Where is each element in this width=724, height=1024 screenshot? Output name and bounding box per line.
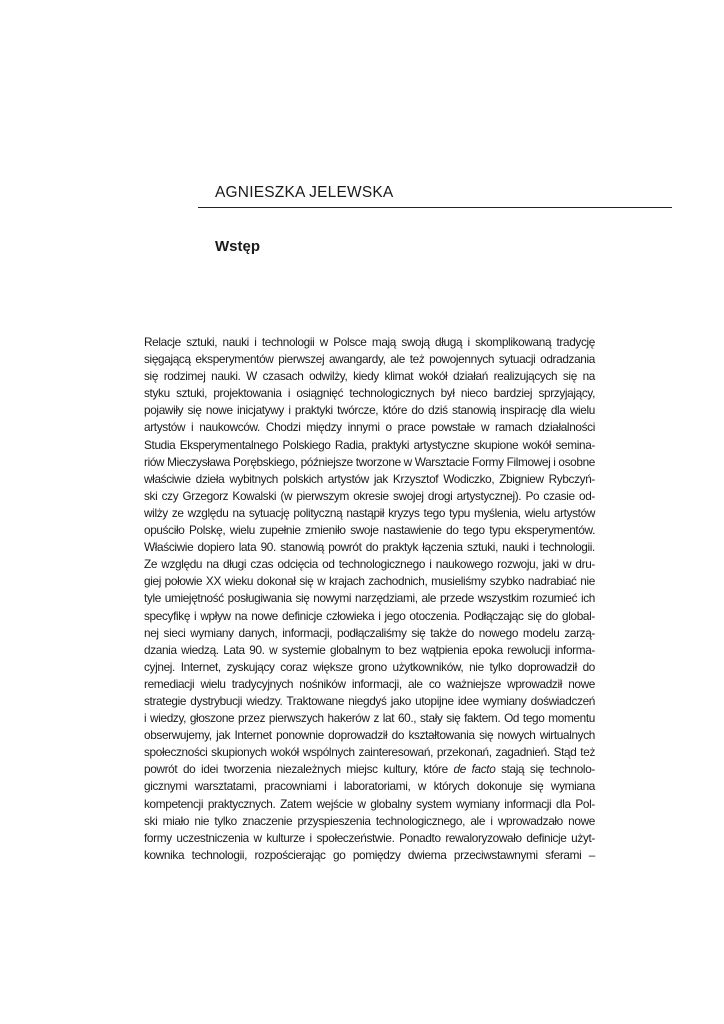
section-title: Wstęp bbox=[215, 238, 260, 255]
text-line: Ze względu na długi czas odcięcia od technologicznego i naukowego rozwoju, jaki w dru- bbox=[144, 557, 595, 572]
text-line: się rodzimej nauki. W czasach odwilży, kiedy klimat wokół działań realizujących się na bbox=[144, 369, 595, 384]
text-line: riów Mieczysława Porębskiego, późniejsze tworzone w Warsztacie Formy Filmowej i osobne bbox=[144, 454, 595, 469]
text-line: społeczności skupionych wokół wspólnych zainteresowań, przekonań, zagadnień. Stąd też bbox=[144, 745, 595, 760]
text-segment: powrót do idei tworzenia niezależnych miejsc kultury, które bbox=[144, 762, 454, 777]
text-line: cyjnej. Internet, zyskujący coraz większe grono użytkowników, nie tylko doprowadził do bbox=[144, 659, 595, 674]
text-line: styku sztuki, projektowania i osiągnięć technologicznych był nieco bardziej sprzyjający, bbox=[144, 386, 595, 401]
body-text bbox=[144, 334, 595, 864]
text-line: giej połowie XX wieku dokonał się w krajach zachodnich, musieliśmy szybko nadrabiać nie bbox=[144, 574, 595, 589]
author-name: AGNIESZKA JELEWSKA bbox=[215, 184, 394, 201]
text-line: specyfikę i wpływ na nowe definicje człowieka i jego otoczenia. Podłączając się do global- bbox=[144, 608, 595, 623]
text-line: właściwie dzieła wybitnych polskich artystów jak Krzysztof Wodiczko, Zbigniew Rybczyń- bbox=[144, 471, 595, 486]
text-line: pojawiły się nowe inicjatywy i praktyki twórcze, które do dziś stanowią inspirację dla wielu bbox=[144, 403, 595, 418]
text-line: kownika technologii, rozpościerając go pomiędzy dwiema przeciwstawnymi sferami – bbox=[144, 847, 595, 862]
italic-term: de facto bbox=[453, 762, 496, 777]
text-line: Relacje sztuki, nauki i technologii w Polsce mają swoją długą i skomplikowaną tradycję bbox=[144, 335, 595, 349]
text-line: formy uczestniczenia w kulturze i społeczeństwie. Ponadto rewaloryzowało definicje użyt- bbox=[144, 830, 595, 845]
text-line: Studia Eksperymentalnego Polskiego Radia, praktyki artystyczne skupione wokół semina- bbox=[144, 437, 595, 452]
text-line: remediacji wielu tradycyjnych nośników informacji, ale co ważniejsze wprowadził nowe bbox=[144, 676, 595, 691]
text-line: sięgającą eksperymentów pierwszej awangardy, ale też powojennych sytuacji odradzania bbox=[144, 352, 595, 367]
text-line: ski miało nie tylko znaczenie przyspieszenia technologicznego, ale i wprowadzało nowe bbox=[144, 813, 595, 828]
text-line: strategie dystrybucji wiedzy. Traktowane niegdyś jako utopijne idee wymiany doświadczeń bbox=[144, 693, 595, 708]
text-line: dzania wiedzą. Lata 90. w systemie globalnym to bez wątpienia epoka rewolucji informa- bbox=[144, 642, 595, 657]
text-line: wilży ze względu na sytuację polityczną nastąpił kryzys tego typu myślenia, wielu artystów bbox=[144, 505, 595, 520]
text-line: i wiedzy, głoszone przez pierwszych hakerów z lat 60., stały się faktem. Od tego momentu bbox=[144, 711, 595, 726]
text-line: nej sieci wymiany danych, informacji, podłączaliśmy się także do nowego modelu zarzą- bbox=[144, 625, 595, 640]
text-line: Właściwie dopiero lata 90. stanowią powrót do praktyk łączenia sztuki, nauki i technologii. bbox=[144, 540, 595, 555]
text-line: artystów i naukowców. Chodzi między innymi o prace powstałe w ramach działalności bbox=[144, 420, 595, 435]
text-segment: stają się technolo- bbox=[495, 762, 595, 777]
text-line: ski czy Grzegorz Kowalski (w pierwszym okresie swojej drogi artystycznej). Po czasie od- bbox=[144, 488, 595, 503]
text-line: obserwujemy, jak Internet ponownie doprowadził do kształtowania się nowych wirtualnych bbox=[144, 728, 595, 743]
text-line: opuściło Polskę, wielu zupełnie zmieniło swoje nastawienie do tego typu eksperymentów. bbox=[144, 523, 595, 538]
header-rule bbox=[198, 207, 672, 208]
text-line: kompetencji praktycznych. Zatem wejście w globalny system wymiany informacji dla Pol- bbox=[144, 796, 595, 811]
text-line-with-italic bbox=[144, 761, 595, 778]
text-line: gicznymi warsztatami, pracowniami i laboratoriami, w których dokonuje się wymiana bbox=[144, 779, 595, 794]
text-line: tyle umiejętność posługiwania się nowymi narzędziami, ale przede wszystkim rozumieć ich bbox=[144, 591, 595, 606]
